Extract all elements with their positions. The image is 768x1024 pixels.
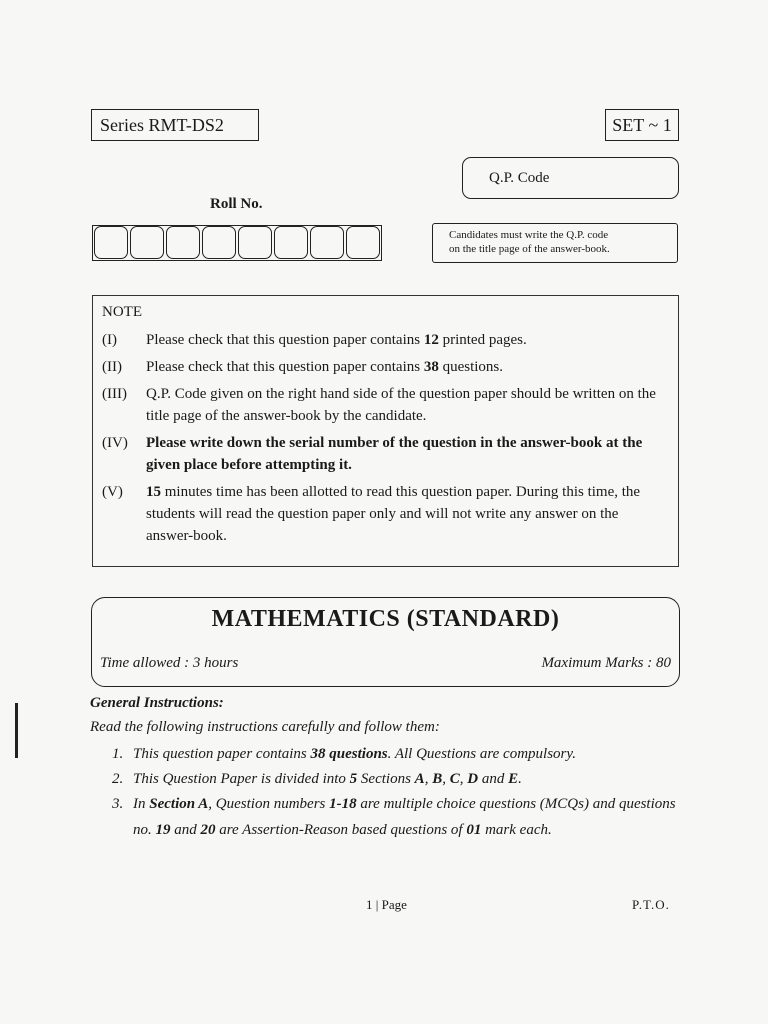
roll-cell (274, 226, 308, 259)
instruction-part: Sections (357, 771, 415, 787)
instruction-item (112, 766, 682, 792)
subject-title: MATHEMATICS (STANDARD) (211, 606, 560, 632)
instruction-part: , Question numbers (208, 796, 330, 812)
roll-cell (130, 226, 164, 259)
note-number: (IV) (102, 435, 128, 451)
binder-mark (15, 703, 18, 758)
note-number: (V) (102, 484, 123, 500)
note-text: Q.P. Code given on the right hand side of the question paper should be written on the title page of the answer-book by the candidate. (146, 386, 656, 424)
note-title: NOTE (102, 304, 142, 320)
roll-cell (166, 226, 200, 259)
note-text-part: questions. (438, 359, 504, 375)
roll-cell (238, 226, 272, 259)
instruction-number: 2. (112, 771, 124, 787)
instruction-part: In (133, 796, 150, 812)
instruction-part: This Question Paper is divided into (133, 771, 350, 787)
candidates-instruction (432, 223, 678, 263)
note-number: (II) (102, 359, 122, 375)
instruction-part: , (442, 771, 450, 787)
instruction-emphasis: B (432, 771, 443, 787)
instruction-emphasis: 01 (466, 822, 482, 838)
roll-cell (310, 226, 344, 259)
note-emphasis: 15 (146, 484, 161, 500)
note-text: Please write down the serial number of the question in the answer-book at the given place before attempting it. (146, 435, 643, 473)
maximum-marks: Maximum Marks : 80 (541, 655, 671, 671)
note-number: (III) (102, 386, 127, 402)
note-item (102, 432, 664, 476)
roll-no-label: Roll No. (210, 196, 263, 212)
instruction-emphasis: 20 (200, 822, 216, 838)
general-instructions-intro: Read the following instructions carefully and follow them: (90, 719, 440, 735)
note-emphasis: 12 (423, 332, 439, 348)
note-text (146, 481, 664, 547)
instruction-emphasis: A (414, 771, 425, 787)
roll-cell (94, 226, 128, 259)
instruction-text (133, 766, 522, 792)
instruction-emphasis: 38 questions (310, 746, 388, 762)
instruction-text (133, 741, 576, 767)
instruction-part: and (170, 822, 201, 838)
note-text-part: Please check that this question paper contains (146, 332, 424, 348)
note-text-part: printed pages. (438, 332, 527, 348)
note-text (146, 329, 664, 351)
candidates-line-2: on the title page of the answer-book. (449, 243, 610, 255)
instruction-emphasis: Section A (149, 796, 209, 812)
instruction-part: This question paper contains (133, 746, 311, 762)
candidates-line-1: Candidates must write the Q.P. code (449, 229, 609, 241)
series-label (91, 109, 259, 141)
instruction-emphasis: 1-18 (329, 796, 357, 812)
roll-cell (346, 226, 380, 259)
note-item (102, 481, 664, 547)
note-item (102, 383, 664, 427)
instruction-text (133, 791, 682, 843)
instruction-part: . (518, 771, 522, 787)
note-text-part: minutes time has been allotted to read this question paper. During this time, the students will read the question paper only and will not write any answer on the answer-book. (146, 484, 641, 544)
page-number: 1 | Page (366, 897, 407, 912)
set-label (605, 109, 679, 141)
time-allowed: Time allowed : 3 hours (100, 655, 239, 671)
instruction-emphasis: D (467, 771, 479, 787)
instruction-emphasis: C (449, 771, 460, 787)
set-text: SET ~ 1 (612, 114, 672, 135)
instruction-emphasis: 5 (349, 771, 358, 787)
qp-code-label: Q.P. Code (489, 169, 550, 186)
note-number: (I) (102, 332, 117, 348)
note-emphasis: 38 (423, 359, 439, 375)
note-text (146, 356, 664, 378)
instruction-part: and (478, 771, 509, 787)
instruction-emphasis: 19 (155, 822, 171, 838)
note-text-part: Please check that this question paper contains (146, 359, 424, 375)
note-box (92, 295, 679, 567)
qp-code-box (462, 157, 679, 199)
instruction-part: mark each. (481, 822, 552, 838)
note-item (102, 356, 664, 378)
instruction-part: , (459, 771, 468, 787)
subject-box (91, 597, 680, 687)
instruction-item (112, 741, 682, 767)
instruction-part: . All Questions are compulsory. (387, 746, 576, 762)
roll-cell (202, 226, 236, 259)
instruction-item (112, 791, 682, 843)
series-text: Series RMT-DS2 (100, 114, 224, 135)
pto-label: P.T.O. (632, 897, 670, 912)
note-item (102, 329, 664, 351)
instruction-number: 3. (112, 796, 124, 812)
roll-no-boxes (92, 225, 382, 261)
instruction-number: 1. (112, 746, 124, 762)
instruction-part: are multiple choice questions (MCQs) and questions no. (133, 796, 676, 838)
general-instructions-heading: General Instructions: (90, 695, 224, 711)
instruction-part: are Assertion-Reason based questions of (215, 822, 467, 838)
instruction-part: , (424, 771, 433, 787)
instruction-emphasis: E (508, 771, 519, 787)
